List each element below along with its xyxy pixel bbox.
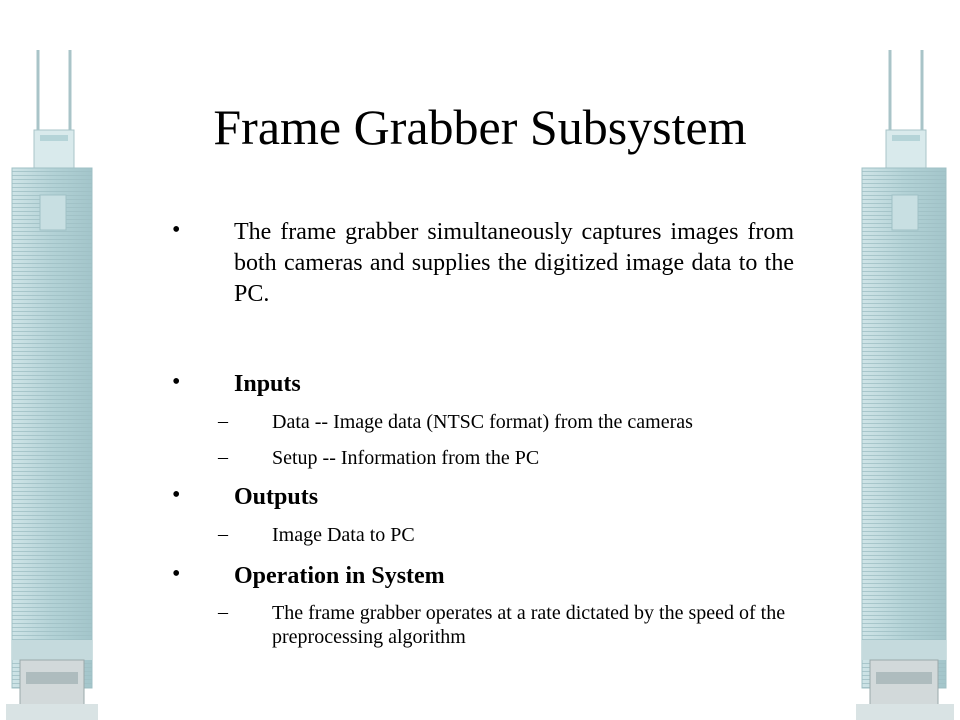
sub-item-text: Image Data to PC: [272, 524, 415, 546]
dash-marker: –: [218, 601, 228, 623]
right-skyscraper-illustration: [856, 0, 960, 720]
bullet-marker: •: [172, 561, 181, 587]
operation-heading: Operation in System: [234, 563, 445, 589]
sub-item-text: Setup -- Information from the PC: [272, 447, 540, 469]
sub-item-text: The frame grabber operates at a rate dictated by the speed of the preprocessing algorithm: [272, 602, 786, 648]
bullet-marker: •: [172, 369, 181, 395]
bullet-marker: •: [172, 217, 181, 243]
intro-text: The frame grabber simultaneously captures images from both cameras and supplies the digitized image data to the PC.: [234, 219, 794, 307]
bullet-marker: •: [172, 482, 181, 508]
inputs-heading: Inputs: [234, 371, 301, 397]
left-skyscraper-illustration: [0, 0, 104, 720]
outputs-heading: Outputs: [234, 484, 319, 510]
sub-item-text: Data -- Image data (NTSC format) from the cameras: [272, 411, 693, 433]
dash-marker: –: [218, 446, 228, 468]
dash-marker: –: [218, 410, 228, 432]
slide-title: Frame Grabber Subsystem: [213, 99, 747, 155]
dash-marker: –: [218, 523, 228, 545]
